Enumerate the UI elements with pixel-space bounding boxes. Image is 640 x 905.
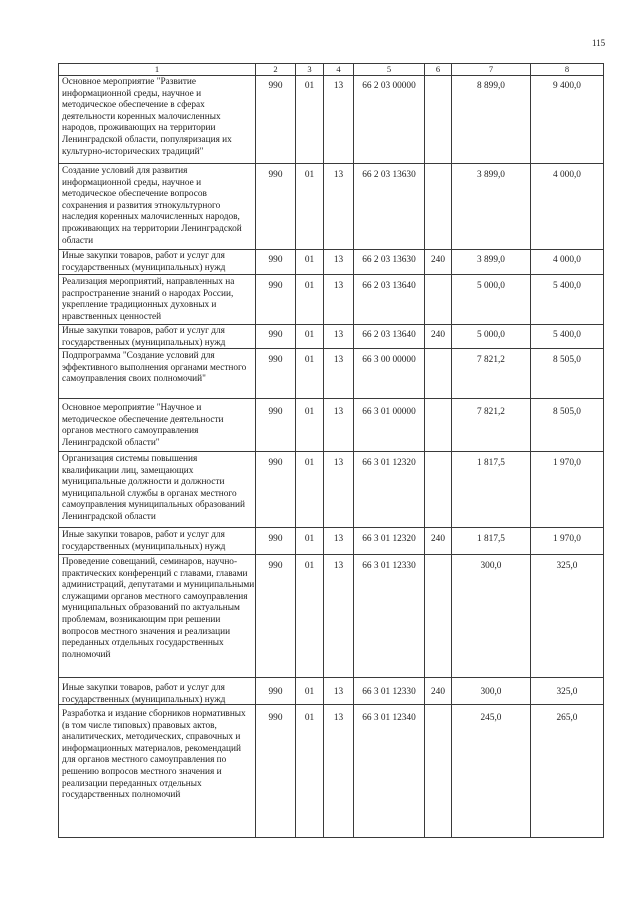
target-article-code-cell: 66 3 01 12320 [354, 528, 425, 554]
amount-second-year-cell: 8 505,0 [531, 349, 604, 398]
row-description-line: государственных полномочий [62, 790, 181, 801]
expense-type-code-cell: 240 [425, 678, 452, 706]
row-description-cell [59, 678, 256, 706]
row-description-cell [59, 164, 256, 249]
table-row [59, 250, 604, 275]
expense-type-code-cell [425, 399, 452, 451]
row-description-line: Разработка и издание сборников нормативных [62, 709, 246, 719]
table-row [59, 528, 604, 555]
target-article-code-cell: 66 2 03 13630 [354, 250, 425, 274]
table-header-row [59, 64, 604, 76]
expense-type-code-cell [425, 555, 452, 677]
subsection-code-cell: 13 [324, 452, 354, 527]
expense-type-code-cell [425, 705, 452, 837]
row-description-line: муниципальные должности и должности [62, 477, 225, 488]
ministry-code-cell: 990 [256, 528, 296, 554]
row-description-cell [59, 349, 256, 398]
page-number: 115 [592, 38, 606, 48]
table-row [59, 678, 604, 705]
column-number-cell: 7 [452, 64, 531, 75]
row-description-line: методическое обеспечение вопросов [62, 189, 207, 200]
row-description-line: проживающих на территории Ленинградской [62, 223, 242, 234]
row-description-cell [59, 76, 256, 163]
row-description-line: Подпрограмма "Создание условий для [62, 351, 215, 361]
column-number-cell: 6 [425, 64, 452, 75]
row-description-line: Проведение совещаний, семинаров, научно- [62, 557, 238, 567]
row-description-cell [59, 250, 256, 274]
target-article-code-cell: 66 3 01 12320 [354, 452, 425, 527]
row-description-line: Иные закупки товаров, работ и услуг для [62, 326, 225, 336]
target-article-code-cell: 66 3 01 12330 [354, 555, 425, 677]
amount-first-year-cell: 5 000,0 [452, 325, 531, 349]
subsection-code-cell: 13 [324, 325, 354, 349]
row-description-line: деятельности коренных малочисленных [62, 111, 221, 122]
amount-second-year-cell: 8 505,0 [531, 399, 604, 451]
row-description-line: укрепление традиционных духовных и [62, 300, 217, 311]
subsection-code-cell: 13 [324, 250, 354, 274]
target-article-code-cell: 66 2 03 13640 [354, 275, 425, 324]
row-description-line: Основное мероприятие "Развитие [62, 77, 197, 87]
amount-second-year-cell: 265,0 [531, 705, 604, 837]
row-description-line: народов, проживающих на территории [62, 123, 216, 134]
column-number-cell: 2 [256, 64, 296, 75]
row-description-line: переданных отдельных государственных [62, 638, 224, 649]
table-row [59, 325, 604, 349]
amount-first-year-cell: 8 899,0 [452, 76, 531, 163]
section-code-cell: 01 [296, 164, 324, 249]
section-code-cell: 01 [296, 555, 324, 677]
row-description-line: квалификации лиц, замещающих [62, 465, 194, 476]
expense-type-code-cell: 240 [425, 528, 452, 554]
ministry-code-cell: 990 [256, 452, 296, 527]
target-article-code-cell: 66 3 01 00000 [354, 399, 425, 451]
row-description-line: Реализация мероприятий, направленных на [62, 277, 235, 287]
row-description-line: эффективного выполнения органами местного [62, 362, 247, 373]
subsection-code-cell: 13 [324, 164, 354, 249]
target-article-code-cell: 66 2 03 13640 [354, 325, 425, 349]
target-article-code-cell: 66 2 03 00000 [354, 76, 425, 163]
row-description-line: Ленинградской области, популяризация их [62, 134, 232, 145]
amount-second-year-cell: 4 000,0 [531, 164, 604, 249]
subsection-code-cell: 13 [324, 76, 354, 163]
row-description-line: решению вопросов местного значения и [62, 766, 222, 777]
row-description-line: аналитических, методических, справочных и [62, 732, 241, 743]
row-description-line: государственных (муниципальных) нужд [62, 541, 226, 552]
row-description-line: государственных (муниципальных) нужд [62, 694, 226, 705]
amount-first-year-cell: 1 817,5 [452, 452, 531, 527]
amount-first-year-cell: 245,0 [452, 705, 531, 837]
expense-type-code-cell [425, 76, 452, 163]
row-description-line: самоуправления муниципальных образований [62, 500, 245, 511]
section-code-cell: 01 [296, 678, 324, 706]
ministry-code-cell: 990 [256, 275, 296, 324]
row-description-line: муниципальной службы в органах местного [62, 488, 237, 499]
row-description-line: Основное мероприятие "Научное и [62, 403, 202, 413]
row-description-line: администраций, депутатами и муниципальными [62, 580, 255, 591]
amount-first-year-cell: 3 899,0 [452, 164, 531, 249]
row-description-line: (в том числе типовых) правовых актов, [62, 720, 217, 731]
amount-first-year-cell: 300,0 [452, 678, 531, 706]
row-description-line: полномочий [62, 649, 111, 660]
subsection-code-cell: 13 [324, 678, 354, 706]
section-code-cell: 01 [296, 349, 324, 398]
section-code-cell: 01 [296, 250, 324, 274]
section-code-cell: 01 [296, 705, 324, 837]
amount-second-year-cell: 5 400,0 [531, 275, 604, 324]
table-row [59, 275, 604, 325]
row-description-line: распространение знаний о народах России, [62, 288, 234, 299]
subsection-code-cell: 13 [324, 399, 354, 451]
budget-table [58, 63, 604, 838]
expense-type-code-cell [425, 275, 452, 324]
ministry-code-cell: 990 [256, 555, 296, 677]
row-description-line: служащими органов местного самоуправления [62, 591, 248, 602]
expense-type-code-cell: 240 [425, 325, 452, 349]
ministry-code-cell: 990 [256, 164, 296, 249]
subsection-code-cell: 13 [324, 528, 354, 554]
section-code-cell: 01 [296, 325, 324, 349]
amount-second-year-cell: 1 970,0 [531, 528, 604, 554]
target-article-code-cell: 66 3 01 12330 [354, 678, 425, 706]
row-description-line: нравственных ценностей [62, 311, 162, 322]
row-description-cell [59, 555, 256, 677]
amount-first-year-cell: 300,0 [452, 555, 531, 677]
row-description-line: информационных материалов, рекомендаций [62, 743, 241, 754]
expense-type-code-cell [425, 452, 452, 527]
row-description-line: Иные закупки товаров, работ и услуг для [62, 530, 225, 540]
row-description-line: муниципальных образований по актуальным [62, 603, 240, 614]
section-code-cell: 01 [296, 76, 324, 163]
section-code-cell: 01 [296, 399, 324, 451]
row-description-cell [59, 705, 256, 837]
table-row [59, 705, 604, 838]
row-description-line: органов местного самоуправления [62, 426, 199, 437]
amount-second-year-cell: 4 000,0 [531, 250, 604, 274]
row-description-cell [59, 528, 256, 554]
ministry-code-cell: 990 [256, 250, 296, 274]
row-description-line: культурно-исторических традиций" [62, 146, 204, 157]
section-code-cell: 01 [296, 528, 324, 554]
row-description-line: для органов местного самоуправления по [62, 755, 227, 766]
table-row [59, 164, 604, 250]
column-number-cell: 5 [354, 64, 425, 75]
amount-first-year-cell: 7 821,2 [452, 399, 531, 451]
ministry-code-cell: 990 [256, 349, 296, 398]
ministry-code-cell: 990 [256, 678, 296, 706]
amount-second-year-cell: 325,0 [531, 555, 604, 677]
column-number-cell: 3 [296, 64, 324, 75]
row-description-line: реализации переданных отдельных [62, 778, 202, 789]
row-description-line: сохранения и развития этнокультурного [62, 200, 221, 211]
section-code-cell: 01 [296, 452, 324, 527]
ministry-code-cell: 990 [256, 76, 296, 163]
amount-first-year-cell: 3 899,0 [452, 250, 531, 274]
expense-type-code-cell [425, 349, 452, 398]
amount-second-year-cell: 1 970,0 [531, 452, 604, 527]
amount-second-year-cell: 325,0 [531, 678, 604, 706]
table-row [59, 399, 604, 452]
amount-second-year-cell: 5 400,0 [531, 325, 604, 349]
subsection-code-cell: 13 [324, 555, 354, 677]
row-description-line: информационной среды, научное и [62, 88, 202, 99]
row-description-line: области [62, 235, 94, 246]
row-description-line: Иные закупки товаров, работ и услуг для [62, 683, 225, 693]
row-description-line: методическое обеспечение в сферах [62, 100, 205, 111]
subsection-code-cell: 13 [324, 349, 354, 398]
row-description-line: наследия коренных малочисленных народов, [62, 212, 240, 223]
row-description-cell [59, 452, 256, 527]
target-article-code-cell: 66 3 01 12340 [354, 705, 425, 837]
section-code-cell: 01 [296, 275, 324, 324]
row-description-line: Организация системы повышения [62, 454, 198, 464]
row-description-line: Иные закупки товаров, работ и услуг для [62, 251, 225, 261]
row-description-line: информационной среды, научное и [62, 177, 202, 188]
row-description-line: методическое обеспечение деятельности [62, 414, 224, 425]
row-description-line: Ленинградской области" [62, 437, 160, 448]
row-description-cell [59, 325, 256, 349]
amount-first-year-cell: 7 821,2 [452, 349, 531, 398]
row-description-line: вопросов местного значения и реализации [62, 626, 231, 637]
row-description-cell [59, 399, 256, 451]
ministry-code-cell: 990 [256, 705, 296, 837]
column-number-cell: 8 [531, 64, 604, 75]
ministry-code-cell: 990 [256, 325, 296, 349]
target-article-code-cell: 66 3 00 00000 [354, 349, 425, 398]
column-number-cell: 4 [324, 64, 354, 75]
table-row [59, 452, 604, 528]
amount-first-year-cell: 5 000,0 [452, 275, 531, 324]
row-description-line: государственных (муниципальных) нужд [62, 337, 226, 348]
amount-first-year-cell: 1 817,5 [452, 528, 531, 554]
table-row [59, 349, 604, 399]
row-description-line: проблемам, возникающим при решении [62, 614, 221, 625]
expense-type-code-cell [425, 164, 452, 249]
row-description-cell [59, 275, 256, 324]
table-row [59, 76, 604, 164]
target-article-code-cell: 66 2 03 13630 [354, 164, 425, 249]
amount-second-year-cell: 9 400,0 [531, 76, 604, 163]
row-description-line: Создание условий для развития [62, 166, 188, 176]
subsection-code-cell: 13 [324, 275, 354, 324]
row-description-line: практических конференций с главами, главами [62, 568, 248, 579]
column-number-cell: 1 [59, 64, 256, 75]
expense-type-code-cell: 240 [425, 250, 452, 274]
ministry-code-cell: 990 [256, 399, 296, 451]
subsection-code-cell: 13 [324, 705, 354, 837]
row-description-line: самоуправления своих полномочий" [62, 374, 206, 385]
table-row [59, 555, 604, 678]
row-description-line: Ленинградской области [62, 511, 156, 522]
row-description-line: государственных (муниципальных) нужд [62, 262, 226, 273]
